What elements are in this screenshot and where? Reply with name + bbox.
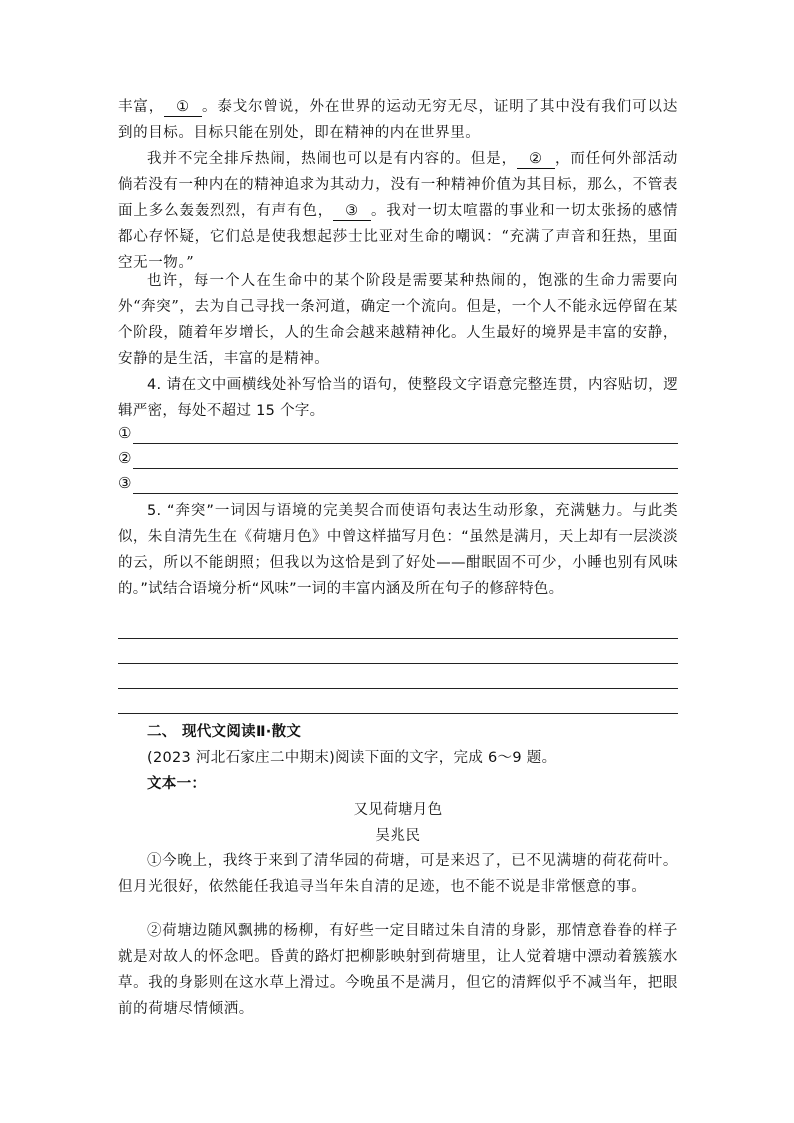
answer-number: ① <box>118 424 132 442</box>
answer-line <box>133 443 678 444</box>
question-4: 4. 请在文中画横线处补写恰当的语句，使整段文字语意完整连贯，内容贴切，逻辑严密，每处不超过 15 个字。 <box>118 377 678 419</box>
article-title: 又见荷塘月色 <box>353 802 443 818</box>
answer-number: ② <box>118 449 132 467</box>
article-author: 吴兆民 <box>375 828 421 844</box>
question-5: 5. “奔突”一词因与语境的完美契合而使语句表达生动形象，充满魅力。与此类似，朱自清先生在《荷塘月色》中曾这样描写月色：“虽然是满月，天上却有一层淡淡的云，所以不能朗照；但我以为这恰是到了好处——酣眠固不可少，小睡也别有风味的。”试结合语境分析“风味”一词的丰富内涵及所在句子的修辞特色。 <box>118 503 678 597</box>
answer-number: ③ <box>118 474 132 492</box>
answer-line <box>133 493 678 494</box>
passage-text: 我并不完全排斥热闹，热闹也可以是有内容的。但是， <box>147 151 518 167</box>
answer-row-2[interactable] <box>118 447 678 471</box>
writing-line[interactable] <box>118 713 678 714</box>
text-label: 文本一： <box>147 776 207 792</box>
answer-line <box>133 468 678 469</box>
passage-text: ，而任何外部活动倘若没有一种内在的精神追求为其动力，没有一种精神价值为其目标，那么，不管表面上多么轰轰烈烈，有声有色， <box>118 151 678 219</box>
answer-row-1[interactable] <box>118 422 678 446</box>
section-heading: 二、 现代文阅读Ⅱ·散文 <box>147 724 302 740</box>
passage-text: 。我对一切太喧嚣的事业和一切太张扬的感情都心存怀疑，它们总是使我想起莎士比亚对生命的嘲讽：“充满了声音和狂热，里面空无一物。” <box>118 203 679 271</box>
passage-paragraph-3: 也许，每一个人在生命中的某个阶段是需要某种热闹的，饱涨的生命力需要向外“奔突”，去为自己寻找一条河道，确定一个流向。但是，一个人不能永远停留在某个阶段，随着年岁增长，人的生命会越来越精神化。人生最好的境界是丰富的安静，安静的是生活，丰富的是精神。 <box>118 273 678 367</box>
section-source: (2023 河北石家庄二中期末)阅读下面的文字，完成 6～9 题。 <box>147 750 557 766</box>
writing-line[interactable] <box>118 688 678 689</box>
passage-paragraph-2 <box>118 146 678 276</box>
passage-paragraph-1 <box>118 94 678 146</box>
writing-line[interactable] <box>118 638 678 639</box>
writing-line[interactable] <box>118 663 678 664</box>
answer-row-3[interactable] <box>118 472 678 496</box>
passage-text: 丰富， <box>118 99 165 115</box>
blank-2: ② <box>517 150 555 169</box>
article-paragraph-2: ②荷塘边随风飘拂的杨柳，有好些一定目睹过朱自清的身影，那情意眷眷的样子就是对故人的怀念吧。昏黄的路灯把柳影映射到荷塘里，让人觉着塘中漂动着簇簇水草。我的身影则在这水草上滑过。今晚虽不是满月，但它的清辉似乎不减当年，把眼前的荷塘尽情倾洒。 <box>118 923 678 1017</box>
article-paragraph-1: ①今晚上，我终于来到了清华园的荷塘，可是来迟了，已不见满塘的荷花荷叶。但月光很好，依然能任我追寻当年朱自清的足迹，也不能不说是非常惬意的事。 <box>118 853 678 895</box>
passage-text: 。泰戈尔曾说，外在世界的运动无穷无尽，证明了其中没有我们可以达到的目标。目标只能在别处，即在精神的内在世界里。 <box>118 99 678 141</box>
blank-3: ③ <box>333 202 371 221</box>
blank-1: ① <box>164 98 202 117</box>
